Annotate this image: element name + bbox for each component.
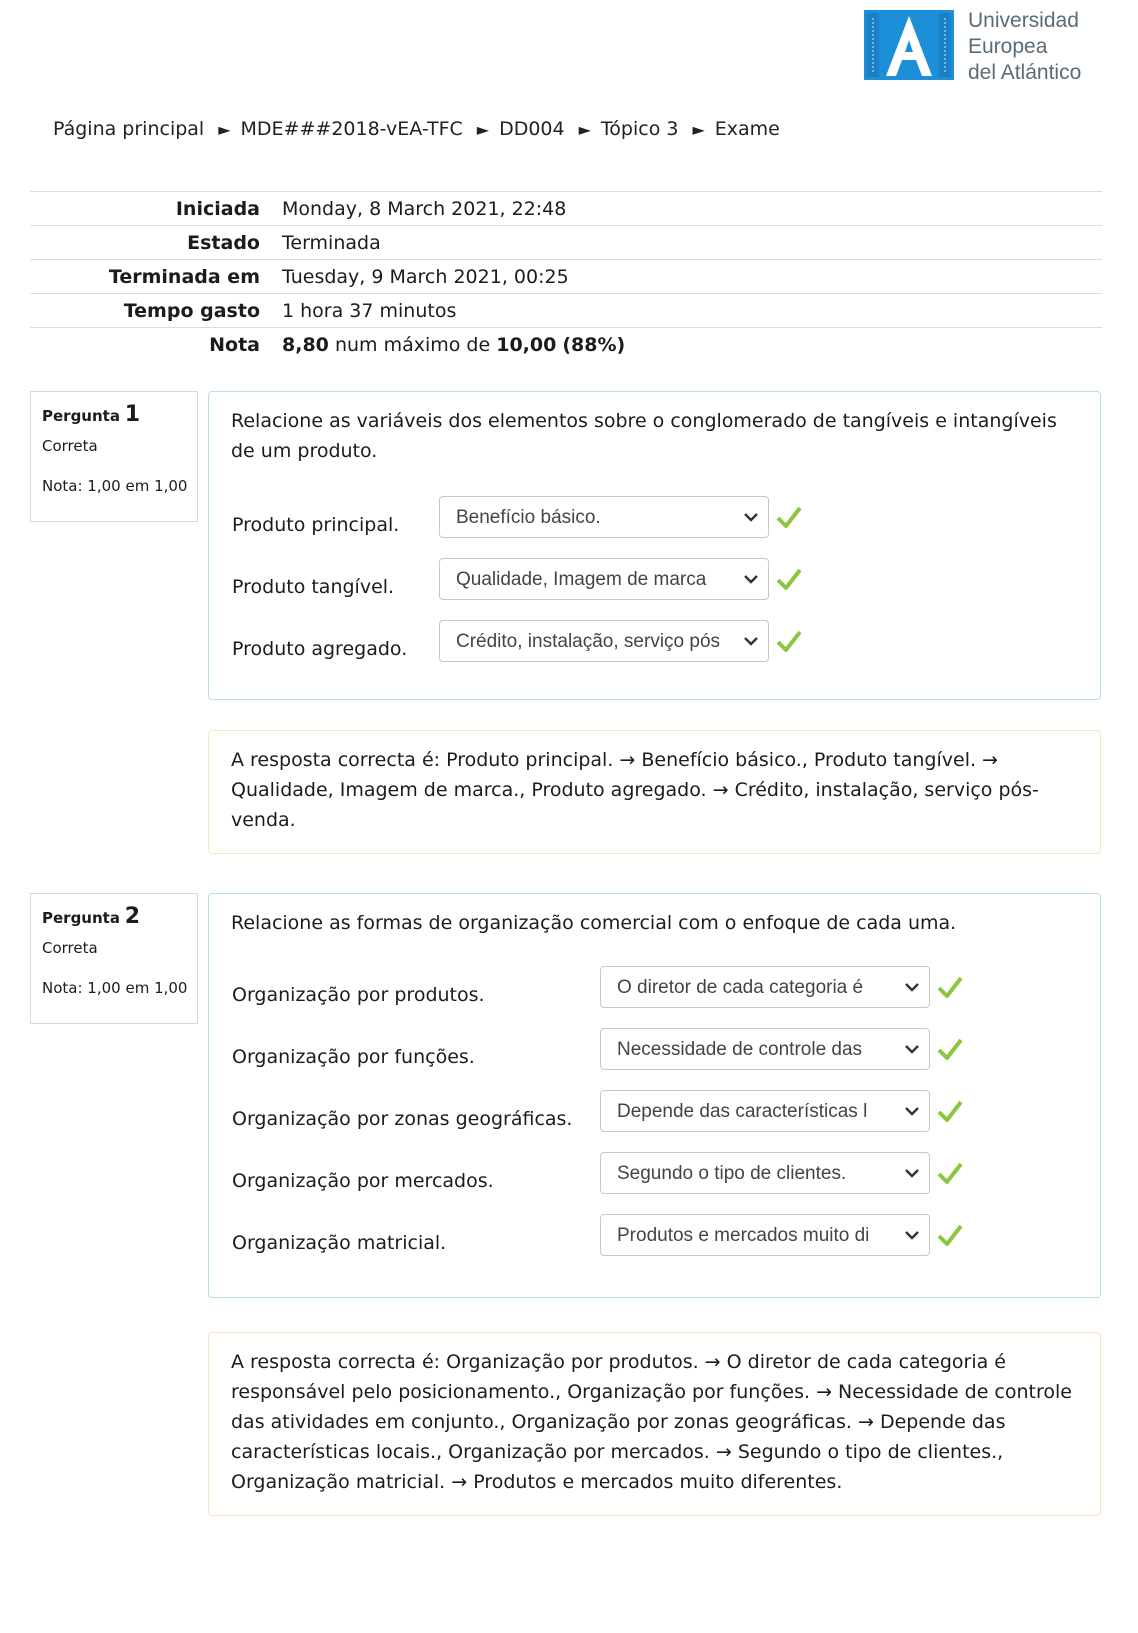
summary-value: Monday, 8 March 2021, 22:48: [282, 197, 567, 220]
question-2-info: [30, 893, 198, 1024]
correct-check-icon: [936, 974, 964, 1000]
question-1-content: [208, 391, 1101, 700]
question-text: Relacione as variáveis dos elementos sobre o conglomerado de tangíveis e intangíveis de um produto.: [231, 410, 1057, 462]
summary-row-state: [30, 226, 1102, 260]
grade-score: 8,80: [282, 333, 329, 356]
match-label: Organização por produtos.: [232, 984, 485, 1006]
summary-row-time: [30, 294, 1102, 328]
summary-row-finished: [30, 260, 1102, 294]
select-value: Qualidade, Imagem de marca: [456, 569, 707, 590]
correct-check-icon: [775, 504, 803, 530]
select-value: Depende das características l: [617, 1101, 868, 1122]
grade-percent: (88%): [562, 333, 626, 356]
answer-select[interactable]: [439, 558, 769, 600]
summary-row-started: [30, 191, 1102, 226]
match-row: [232, 1232, 446, 1254]
breadcrumb-sep-icon: ►: [218, 120, 231, 139]
question-label: Pergunta: [42, 909, 120, 927]
breadcrumb-sep-icon: ►: [476, 120, 490, 139]
match-label: Produto principal.: [232, 514, 400, 536]
summary-value: Tuesday, 9 March 2021, 00:25: [282, 265, 569, 288]
correct-check-icon: [936, 1036, 964, 1062]
question-state: Correta: [42, 437, 98, 455]
select-value: Crédito, instalação, serviço pós: [456, 631, 721, 652]
summary-label: Tempo gasto: [123, 299, 260, 322]
match-row: [232, 1108, 572, 1130]
answer-select[interactable]: [600, 1152, 930, 1194]
breadcrumb-home[interactable]: Página principal: [53, 118, 205, 140]
correct-answer-text: A resposta correcta é: Produto principal. → Benefício básico., Produto tangível. → Qualidade, Imagem de marca., Produto agregado. → Crédito, instalação, serviço pós-venda.: [231, 749, 1039, 831]
select-value: Necessidade de controle das: [617, 1039, 863, 1060]
summary-value: Terminada: [282, 231, 381, 254]
correct-check-icon: [775, 566, 803, 592]
question-number: 2: [124, 904, 141, 929]
grade-middle: num máximo de: [334, 333, 491, 356]
university-logo[interactable]: [864, 10, 1114, 82]
breadcrumb-topic[interactable]: Tópico 3: [600, 118, 679, 140]
answer-select[interactable]: [600, 1214, 930, 1256]
correct-check-icon: [775, 628, 803, 654]
match-label: Organização por zonas geográficas.: [232, 1108, 573, 1130]
correct-answer-text: A resposta correcta é: Organização por produtos. → O diretor de cada categoria é responsável pelo posicionamento., Organização por funções. → Necessidade de controle das atividades em conjunto., Organização por zonas geográficas. → Depende das características locais., Organização por mercados. → Segundo o tipo de clientes., Organização matricial. → Produtos e mercados muito diferentes.: [231, 1351, 1072, 1493]
question-2-content: [208, 893, 1101, 1298]
question-1-feedback: [208, 730, 1101, 854]
correct-check-icon: [936, 1222, 964, 1248]
match-row: [232, 984, 485, 1006]
match-label: Organização por mercados.: [232, 1170, 494, 1192]
correct-check-icon: [936, 1098, 964, 1124]
match-label: Organização por funções.: [232, 1046, 475, 1068]
correct-check-icon: [936, 1160, 964, 1186]
select-value: O diretor de cada categoria é: [617, 977, 864, 998]
answer-select[interactable]: [600, 966, 930, 1008]
select-value: Produtos e mercados muito di: [617, 1225, 870, 1246]
summary-label: Nota: [209, 333, 260, 356]
breadcrumb: [53, 118, 780, 140]
match-row: [232, 576, 394, 598]
match-label: Organização matricial.: [232, 1232, 447, 1254]
chevron-down-icon: [742, 510, 760, 524]
chevron-down-icon: [903, 1042, 921, 1056]
chevron-down-icon: [903, 1166, 921, 1180]
summary-row-grade: [30, 328, 1102, 361]
question-grade: Nota: 1,00 em 1,00: [42, 477, 188, 495]
chevron-down-icon: [903, 980, 921, 994]
select-value: Benefício básico.: [456, 507, 601, 528]
breadcrumb-exam[interactable]: Exame: [714, 118, 780, 140]
question-2-feedback: [208, 1332, 1101, 1516]
answer-select[interactable]: [600, 1028, 930, 1070]
question-state: Correta: [42, 939, 98, 957]
question-label: Pergunta: [42, 407, 120, 425]
chevron-down-icon: [903, 1228, 921, 1242]
grade-max: 10,00: [496, 333, 557, 356]
attempt-summary-table: [30, 191, 1102, 361]
match-label: Produto agregado.: [232, 638, 408, 660]
summary-label: Iniciada: [175, 197, 260, 220]
summary-grade-value: [282, 334, 625, 356]
chevron-down-icon: [903, 1104, 921, 1118]
summary-label: Estado: [187, 231, 260, 254]
breadcrumb-sep-icon: ►: [578, 120, 591, 139]
match-row: [232, 638, 407, 660]
question-text: Relacione as formas de organização comercial com o enfoque de cada uma.: [231, 912, 957, 934]
chevron-down-icon: [742, 572, 760, 586]
match-row: [232, 1170, 494, 1192]
breadcrumb-module[interactable]: DD004: [499, 118, 565, 140]
question-number: 1: [124, 402, 141, 427]
answer-select[interactable]: [439, 620, 769, 662]
match-label: Produto tangível.: [232, 576, 395, 598]
question-1-info: [30, 391, 198, 522]
summary-label: Terminada em: [108, 265, 260, 288]
summary-value: 1 hora 37 minutos: [282, 299, 457, 322]
logo-line-2: Europea: [968, 35, 1048, 58]
breadcrumb-sep-icon: ►: [692, 120, 705, 139]
logo-wordmark: [968, 8, 1081, 86]
match-row: [232, 514, 399, 536]
answer-select[interactable]: [439, 496, 769, 538]
logo-line-3: del Atlántico: [968, 61, 1082, 84]
chevron-down-icon: [742, 634, 760, 648]
logo-mark-icon: [864, 10, 954, 80]
match-row: [232, 1046, 475, 1068]
question-grade: Nota: 1,00 em 1,00: [42, 979, 188, 997]
logo-line-1: Universidad: [968, 9, 1079, 32]
select-value: Segundo o tipo de clientes.: [617, 1163, 847, 1184]
answer-select[interactable]: [600, 1090, 930, 1132]
breadcrumb-course[interactable]: MDE###2018-vEA-TFC: [240, 118, 463, 140]
